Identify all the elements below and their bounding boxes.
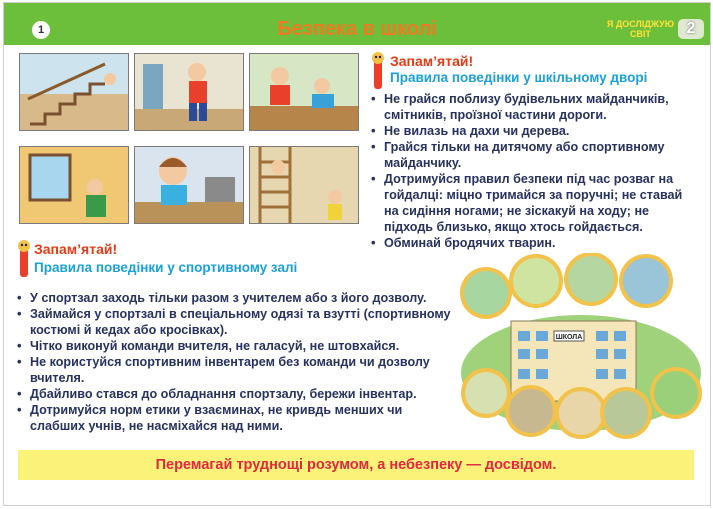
series-line-2: СВІТ xyxy=(629,29,651,39)
page-number-badge: 1 xyxy=(32,21,50,39)
school-illustration xyxy=(456,253,704,445)
series-line-1: Я ДОСЛІДЖУЮ xyxy=(606,19,674,29)
mascot-icon xyxy=(370,51,386,91)
mascot-icon xyxy=(16,239,32,279)
series-label xyxy=(607,19,674,39)
poster-page xyxy=(3,2,711,506)
illustration-wall-bars xyxy=(249,146,359,224)
page-title: Безпека в школі xyxy=(277,18,437,40)
school-sign: ШКОЛА xyxy=(555,334,583,341)
list-item: • Не грайся поблизу будівельних майданчиків, смітників, проїзної частини дороги. xyxy=(370,91,700,123)
illustration-stairs xyxy=(19,53,129,131)
list-item: • Обминай бродячих тварин. xyxy=(370,235,700,251)
yard-rules-subtitle: Правила поведінки у шкільному дворі xyxy=(390,70,648,85)
list-item: • Не вилазь на дахи чи дерева. xyxy=(370,123,700,139)
illustration-boy-workshop xyxy=(134,146,244,224)
list-item: • Дбайливо стався до обладнання спортзалу, бережи інвентар. xyxy=(16,386,456,402)
gym-rules-list xyxy=(16,290,456,434)
series-grade-badge: 2 xyxy=(678,19,704,39)
yard-remember-heading: Запам’ятай! xyxy=(390,53,474,69)
illustration-running-boy xyxy=(134,53,244,131)
list-item: • Не користуйся спортивним інвентарем без команди чи дозволу вчителя. xyxy=(16,354,456,386)
list-item: • Грайся тільки на дитячому або спортивному майданчику. xyxy=(370,139,700,171)
illustration-falling-boy xyxy=(249,53,359,131)
header-bar xyxy=(4,3,710,45)
proverb-text: Перемагай труднощі розумом, а небезпеку — досвідом. xyxy=(155,457,557,473)
list-item: • Займайся у спортзалі в спеціальному одязі та взутті (спортивному костюмі й кедах або кросівках). xyxy=(16,306,456,338)
gym-rules-subtitle: Правила поведінки у спортивному залі xyxy=(34,260,298,275)
list-item: • Дотримуйся норм етики у взаєминах, не кривдь менших чи слабших учнів, не насміхайся над ними. xyxy=(16,402,456,434)
proverb-bar xyxy=(18,450,694,480)
gym-remember-heading: Запам’ятай! xyxy=(34,241,118,257)
publisher-imprint xyxy=(18,482,378,500)
illustration-window xyxy=(19,146,129,224)
yard-rules-list xyxy=(370,91,700,251)
list-item: • У спортзал заходь тільки разом з учителем або з його дозволу. xyxy=(16,290,456,306)
list-item: • Дотримуйся правил безпеки під час розваг на гойдалці: міцно тримайся за поручні; не ставай на сидіння ногами; не зіскакуй на ходу; не підходь близько, якщо хтось гойдається. xyxy=(370,171,700,235)
list-item: • Чітко виконуй команди вчителя, не галасуй, не штовхайся. xyxy=(16,338,456,354)
